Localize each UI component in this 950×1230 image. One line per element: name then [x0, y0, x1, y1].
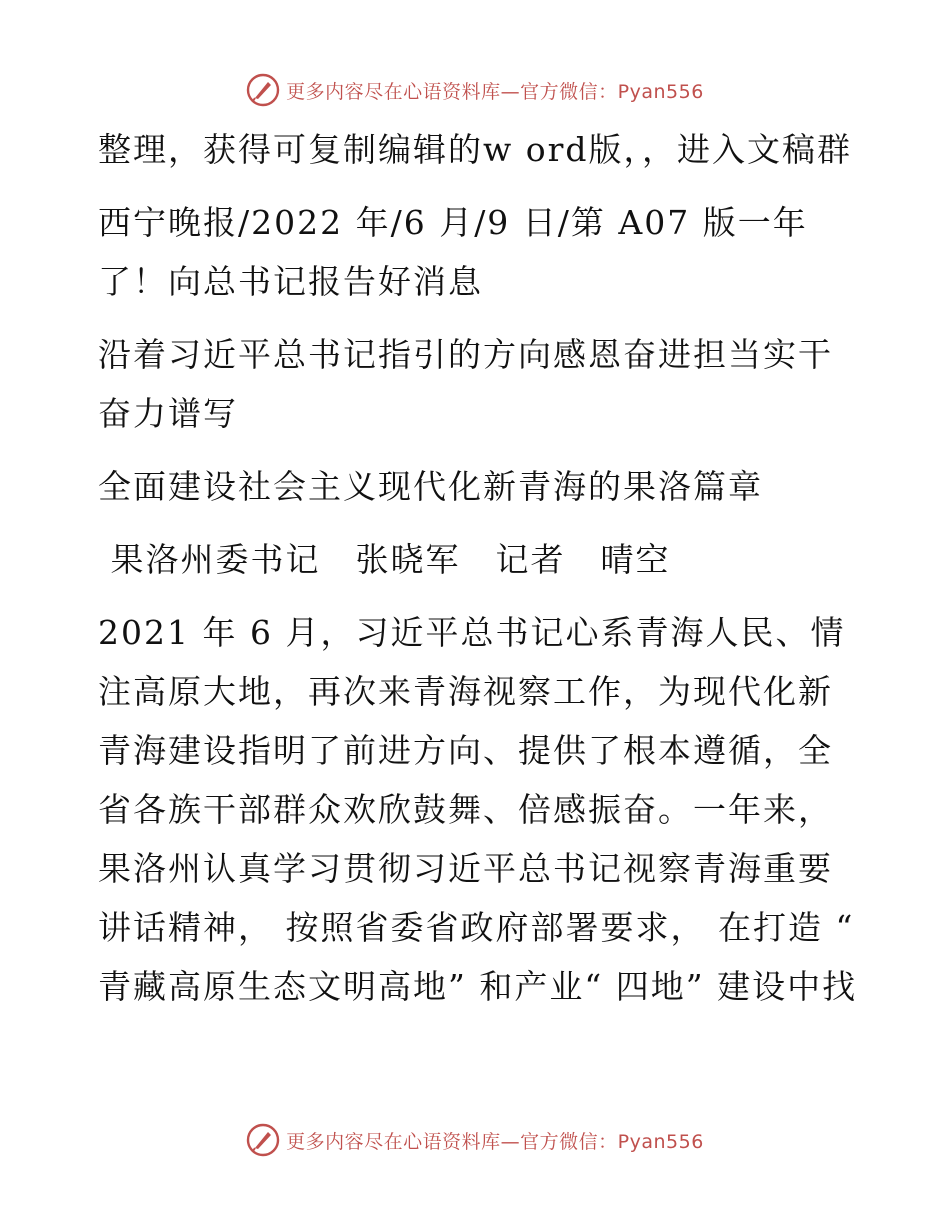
quill-seal-icon [246, 1123, 280, 1157]
paragraph-subheadline: 全面建设社会主义现代化新青海的果洛篇章 [98, 467, 763, 506]
footer-watermark [0, 1120, 950, 1160]
paragraph-note: 整理，获得可复制编辑的w ord版，，进入文稿群 [98, 130, 853, 169]
watermark-text: 更多内容尽在心语资料库—官方微信：Pyan556 [286, 80, 704, 103]
document-body [98, 120, 858, 1030]
header-watermark [0, 70, 950, 110]
watermark-text: 更多内容尽在心语资料库—官方微信：Pyan556 [286, 1130, 704, 1153]
quill-seal-icon [246, 73, 280, 107]
paragraph-headline: 沿着习近平总书记指引的方向感恩奋进担当实干奋力谱写 [98, 335, 833, 433]
paragraph-source: 西宁晚报/2022 年/6 月/9 日/第 A07 版一年了！向总书记报告好消息 [98, 203, 808, 301]
paragraph-byline: 果洛州委书记 张晓军 记者 晴空 [98, 540, 671, 579]
paragraph-body: 2021 年 6 月，习近平总书记心系青海人民、情注高原大地，再次来青海视察工作，为现代化新青海建设指明了前进方向、提供了根本遵循，全省各族干部群众欢欣鼓舞、倍感振奋。一年来，果洛州认真学习贯彻习近平总书记视察青海重要讲话精神， 按照省委省政府部署要求， 在打造 “ 青藏高原生态文明高地” 和产业“ 四地” 建设中找 [98, 613, 858, 1006]
